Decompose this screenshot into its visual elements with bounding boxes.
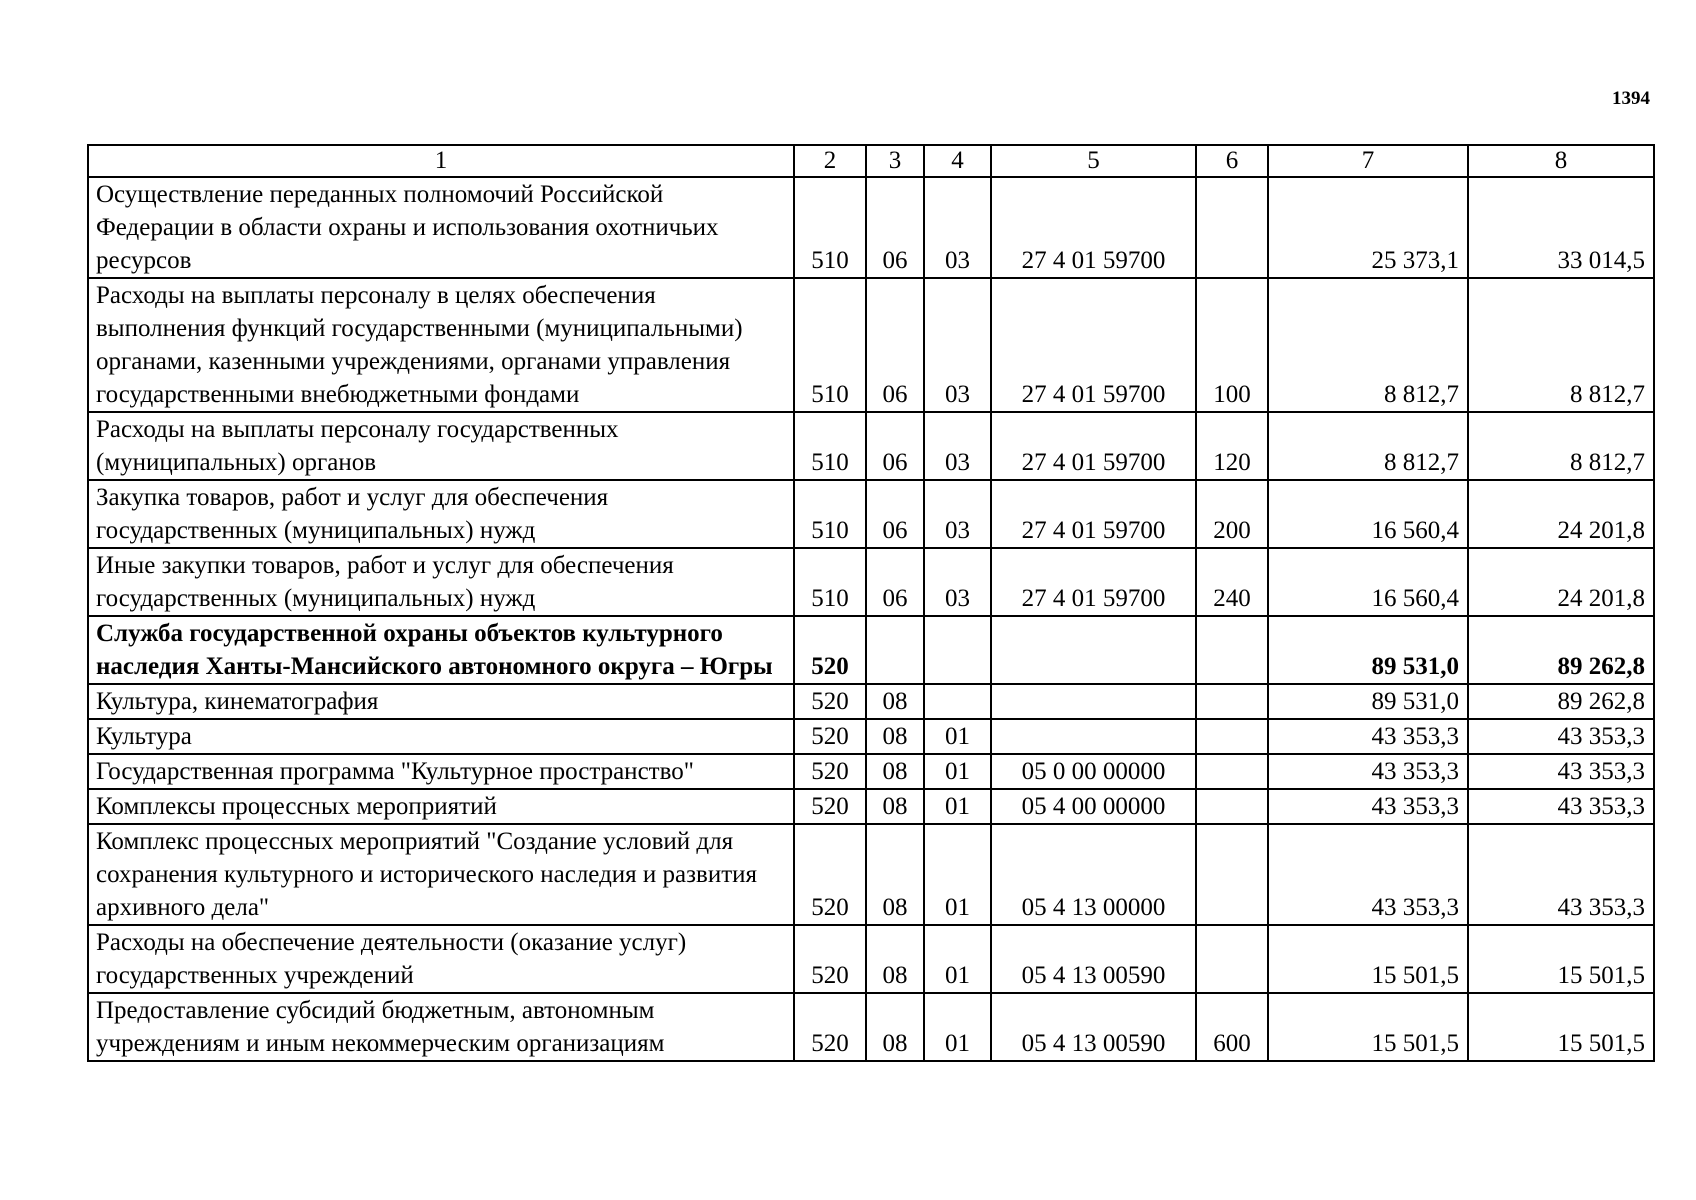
section-code-cell: 08 (866, 684, 924, 719)
header-cell: 8 (1468, 145, 1654, 177)
target-article-cell: 27 4 01 59700 (991, 480, 1196, 548)
item-name-cell: Комплексы процессных мероприятий (88, 789, 794, 824)
subsection-code-cell: 03 (924, 177, 991, 278)
amount-col8-cell: 24 201,8 (1468, 480, 1654, 548)
amount-col8-cell: 43 353,3 (1468, 754, 1654, 789)
item-name-cell: Государственная программа "Культурное пространство" (88, 754, 794, 789)
ministry-code-cell: 520 (794, 719, 866, 754)
subsection-code-cell: 01 (924, 824, 991, 925)
expense-type-cell (1196, 925, 1268, 993)
table-row (88, 548, 1654, 616)
ministry-code-cell: 520 (794, 925, 866, 993)
target-article-cell: 27 4 01 59700 (991, 278, 1196, 412)
amount-col8-cell: 15 501,5 (1468, 925, 1654, 993)
expense-type-cell (1196, 684, 1268, 719)
table-row (88, 412, 1654, 480)
subsection-code-cell: 01 (924, 993, 991, 1061)
section-code-cell: 08 (866, 993, 924, 1061)
amount-col7-cell: 16 560,4 (1268, 480, 1468, 548)
table-row (88, 616, 1654, 684)
amount-col7-cell: 43 353,3 (1268, 754, 1468, 789)
ministry-code-cell: 520 (794, 616, 866, 684)
expense-type-cell (1196, 824, 1268, 925)
amount-col7-cell: 8 812,7 (1268, 412, 1468, 480)
target-article-cell: 05 4 13 00590 (991, 993, 1196, 1061)
subsection-code-cell: 03 (924, 480, 991, 548)
table-row (88, 925, 1654, 993)
table-row (88, 278, 1654, 412)
header-row (88, 145, 1654, 177)
table-row (88, 480, 1654, 548)
section-code-cell: 06 (866, 480, 924, 548)
item-name-cell: Расходы на выплаты персоналу государственных (муниципальных) органов (88, 412, 794, 480)
target-article-cell: 05 4 00 00000 (991, 789, 1196, 824)
expense-type-cell (1196, 719, 1268, 754)
item-name-cell: Расходы на выплаты персоналу в целях обеспечения выполнения функций государственными (муниципальными) органами, казенными учреждениями, органами управления государственными внебюджетными фондами (88, 278, 794, 412)
table-row (88, 719, 1654, 754)
target-article-cell: 05 0 00 00000 (991, 754, 1196, 789)
item-name-cell: Осуществление переданных полномочий Российской Федерации в области охраны и использования охотничьих ресурсов (88, 177, 794, 278)
header-cell: 7 (1268, 145, 1468, 177)
amount-col8-cell: 43 353,3 (1468, 719, 1654, 754)
expense-type-cell (1196, 177, 1268, 278)
target-article-cell: 27 4 01 59700 (991, 412, 1196, 480)
table-row (88, 177, 1654, 278)
header-cell: 6 (1196, 145, 1268, 177)
target-article-cell: 05 4 13 00000 (991, 824, 1196, 925)
expense-type-cell: 200 (1196, 480, 1268, 548)
expense-type-cell: 600 (1196, 993, 1268, 1061)
table-row (88, 824, 1654, 925)
section-code-cell: 08 (866, 719, 924, 754)
table-row (88, 789, 1654, 824)
item-name-cell: Предоставление субсидий бюджетным, автономным учреждениям и иным некоммерческим организациям (88, 993, 794, 1061)
section-code-cell: 08 (866, 824, 924, 925)
target-article-cell: 27 4 01 59700 (991, 548, 1196, 616)
subsection-code-cell (924, 616, 991, 684)
header-cell: 1 (88, 145, 794, 177)
amount-col8-cell: 43 353,3 (1468, 789, 1654, 824)
amount-col7-cell: 89 531,0 (1268, 684, 1468, 719)
amount-col7-cell: 43 353,3 (1268, 824, 1468, 925)
expense-type-cell: 100 (1196, 278, 1268, 412)
expense-type-cell: 240 (1196, 548, 1268, 616)
expense-type-cell (1196, 616, 1268, 684)
subsection-code-cell (924, 684, 991, 719)
section-code-cell: 06 (866, 412, 924, 480)
section-code-cell: 06 (866, 177, 924, 278)
ministry-code-cell: 510 (794, 278, 866, 412)
amount-col7-cell: 16 560,4 (1268, 548, 1468, 616)
target-article-cell: 05 4 13 00590 (991, 925, 1196, 993)
amount-col8-cell: 33 014,5 (1468, 177, 1654, 278)
item-name-cell: Культура, кинематография (88, 684, 794, 719)
amount-col8-cell: 89 262,8 (1468, 616, 1654, 684)
table-row (88, 754, 1654, 789)
subsection-code-cell: 01 (924, 719, 991, 754)
expense-type-cell (1196, 789, 1268, 824)
ministry-code-cell: 520 (794, 789, 866, 824)
section-code-cell: 08 (866, 754, 924, 789)
amount-col8-cell: 24 201,8 (1468, 548, 1654, 616)
amount-col8-cell: 8 812,7 (1468, 412, 1654, 480)
expense-type-cell: 120 (1196, 412, 1268, 480)
amount-col7-cell: 89 531,0 (1268, 616, 1468, 684)
amount-col7-cell: 25 373,1 (1268, 177, 1468, 278)
ministry-code-cell: 510 (794, 177, 866, 278)
item-name-cell: Закупка товаров, работ и услуг для обеспечения государственных (муниципальных) нужд (88, 480, 794, 548)
ministry-code-cell: 520 (794, 754, 866, 789)
subsection-code-cell: 03 (924, 412, 991, 480)
header-cell: 3 (866, 145, 924, 177)
amount-col8-cell: 8 812,7 (1468, 278, 1654, 412)
amount-col8-cell: 43 353,3 (1468, 824, 1654, 925)
ministry-code-cell: 510 (794, 480, 866, 548)
amount-col7-cell: 15 501,5 (1268, 925, 1468, 993)
item-name-cell: Служба государственной охраны объектов культурного наследия Ханты-Мансийского автономного округа – Югры (88, 616, 794, 684)
amount-col7-cell: 43 353,3 (1268, 719, 1468, 754)
subsection-code-cell: 03 (924, 548, 991, 616)
item-name-cell: Комплекс процессных мероприятий "Создание условий для сохранения культурного и исторического наследия и развития архивного дела" (88, 824, 794, 925)
section-code-cell (866, 616, 924, 684)
header-cell: 5 (991, 145, 1196, 177)
amount-col7-cell: 8 812,7 (1268, 278, 1468, 412)
amount-col8-cell: 15 501,5 (1468, 993, 1654, 1061)
ministry-code-cell: 520 (794, 824, 866, 925)
subsection-code-cell: 01 (924, 789, 991, 824)
item-name-cell: Культура (88, 719, 794, 754)
subsection-code-cell: 03 (924, 278, 991, 412)
section-code-cell: 06 (866, 278, 924, 412)
ministry-code-cell: 520 (794, 684, 866, 719)
amount-col7-cell: 43 353,3 (1268, 789, 1468, 824)
target-article-cell: 27 4 01 59700 (991, 177, 1196, 278)
section-code-cell: 06 (866, 548, 924, 616)
section-code-cell: 08 (866, 925, 924, 993)
budget-table (87, 144, 1655, 1062)
expense-type-cell (1196, 754, 1268, 789)
page-number: 1394 (1612, 88, 1650, 109)
subsection-code-cell: 01 (924, 925, 991, 993)
section-code-cell: 08 (866, 789, 924, 824)
target-article-cell (991, 719, 1196, 754)
ministry-code-cell: 510 (794, 412, 866, 480)
header-cell: 2 (794, 145, 866, 177)
header-cell: 4 (924, 145, 991, 177)
subsection-code-cell: 01 (924, 754, 991, 789)
item-name-cell: Иные закупки товаров, работ и услуг для обеспечения государственных (муниципальных) нужд (88, 548, 794, 616)
ministry-code-cell: 520 (794, 993, 866, 1061)
target-article-cell (991, 684, 1196, 719)
table-row (88, 684, 1654, 719)
target-article-cell (991, 616, 1196, 684)
amount-col7-cell: 15 501,5 (1268, 993, 1468, 1061)
item-name-cell: Расходы на обеспечение деятельности (оказание услуг) государственных учреждений (88, 925, 794, 993)
ministry-code-cell: 510 (794, 548, 866, 616)
table-row (88, 993, 1654, 1061)
amount-col8-cell: 89 262,8 (1468, 684, 1654, 719)
